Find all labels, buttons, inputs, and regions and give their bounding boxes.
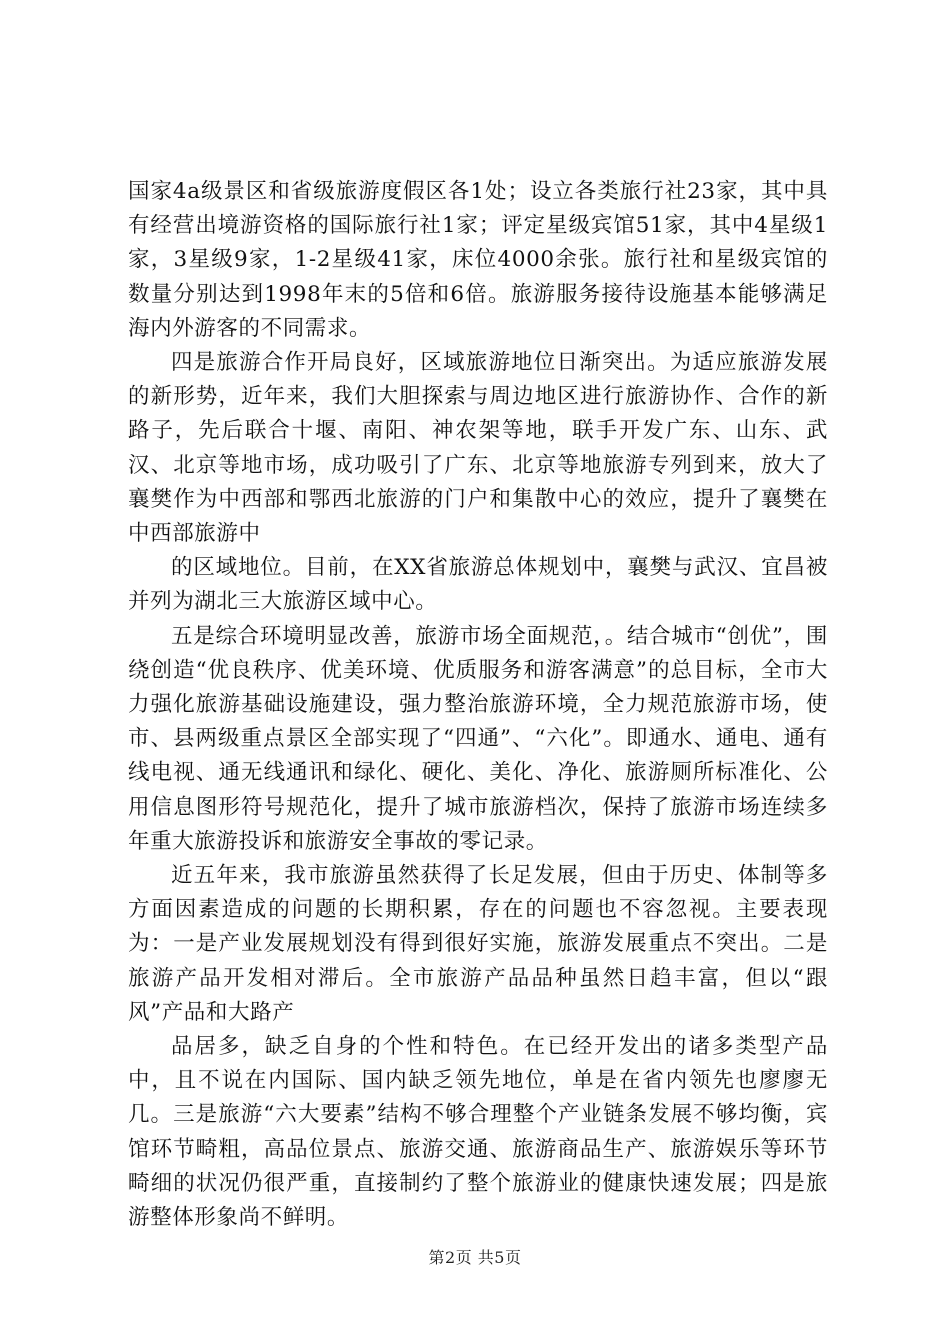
paragraph-3: 的区域地位。目前，在XX省旅游总体规划中，襄樊与武汉、宜昌被并列为湖北三大旅游区域中心。: [128, 555, 828, 615]
paragraph-5: 近五年来，我市旅游虽然获得了长足发展，但由于历史、体制等多方面因素造成的问题的长期积累，存在的问题也不容忽视。主要表现为：一是产业发展规划没有得到很好实施，旅游发展重点不突出。二是旅游产品开发相对滞后。全市旅游产品品种虽然日趋丰富，但以“跟风”产品和大路产: [128, 863, 828, 1025]
page-number-footer: 第2页 共5页: [428, 1248, 522, 1267]
paragraph-1: 国家4a级景区和省级旅游度假区各1处；设立各类旅行社23家，其中具有经营出境游资格的国际旅行社1家；评定星级宾馆51家，其中4星级1家，3星级9家，1-2星级41家，床位4000余张。旅行社和星级宾馆的数量分别达到1998年末的5倍和6倍。旅游服务接待设施基本能够满足海内外游客的不同需求。: [128, 179, 828, 341]
document-body: [128, 175, 828, 1235]
paragraph-6: 品居多，缺乏自身的个性和特色。在已经开发出的诸多类型产品中，且不说在内国际、国内缺乏领先地位，单是在省内领先也廖廖无几。三是旅游“六大要素”结构不够合理整个产业链条发展不够均衡，宾馆环节畸粗，高品位景点、旅游交通、旅游商品生产、旅游娱乐等环节畸细的状况仍很严重，直接制约了整个旅游业的健康快速发展；四是旅游整体形象尚不鲜明。: [128, 1034, 828, 1231]
paragraph-2: 四是旅游合作开局良好，区域旅游地位日渐突出。为适应旅游发展的新形势，近年来，我们大胆探索与周边地区进行旅游协作、合作的新路子，先后联合十堰、南阳、神农架等地，联手开发广东、山东、武汉、北京等地市场，成功吸引了广东、北京等地旅游专列到来，放大了襄樊作为中西部和鄂西北旅游的门户和集散中心的效应，提升了襄樊在中西部旅游中: [128, 350, 828, 547]
paragraph-4: 五是综合环境明显改善，旅游市场全面规范，。结合城市“创优”，围绕创造“优良秩序、优美环境、优质服务和游客满意”的总目标，全市大力强化旅游基础设施建设，强力整治旅游环境，全力规范旅游市场，使市、县两级重点景区全部实现了“四通”、“六化”。即通水、通电、通有线电视、通无线通讯和绿化、硬化、美化、净化、旅游厕所标准化、公用信息图形符号规范化，提升了城市旅游档次，保持了旅游市场连续多年重大旅游投诉和旅游安全事故的零记录。: [128, 623, 828, 854]
